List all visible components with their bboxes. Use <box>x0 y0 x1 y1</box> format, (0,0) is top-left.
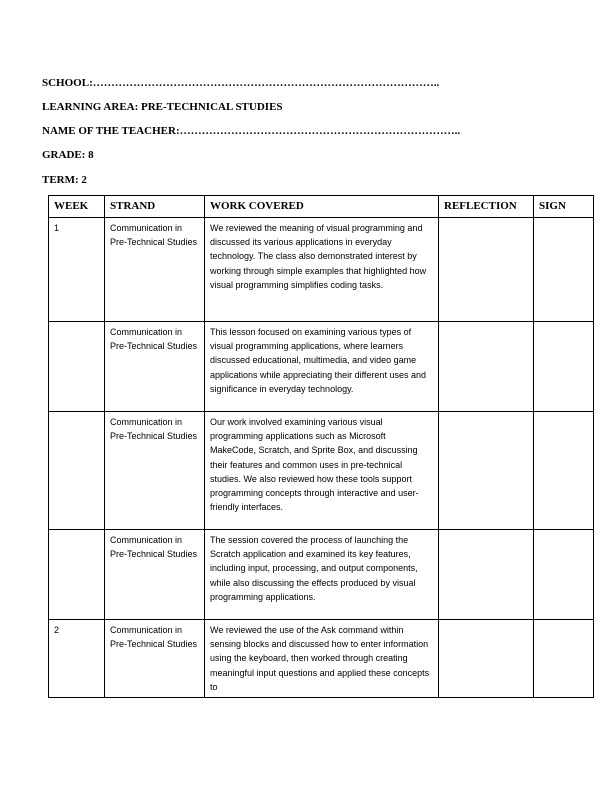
table-row <box>49 218 594 322</box>
week-cell <box>49 322 105 412</box>
table-row <box>49 530 594 620</box>
reflection-cell <box>439 322 534 412</box>
strand-column-header: STRAND <box>105 196 205 218</box>
work-covered-cell: The session covered the process of launching the Scratch application and examined its key features, including input, processing, and output components, while also discussing the effects produced by visual programming applications. <box>205 530 439 620</box>
reflection-column-header: REFLECTION <box>439 196 534 218</box>
work-covered-cell: We reviewed the meaning of visual programming and discussed its various applications in everyday technology. The class also demonstrated interest by working through simple examples that highlighted how visual programming simplifies coding tasks. <box>205 218 439 322</box>
week-cell <box>49 412 105 530</box>
week-cell <box>49 530 105 620</box>
week-column-header: WEEK <box>49 196 105 218</box>
work-covered-cell: We reviewed the use of the Ask command within sensing blocks and discussed how to enter information using the keyboard, then worked through creating meaningful input questions and applied these concepts to <box>205 620 439 698</box>
work-covered-column-header: WORK COVERED <box>205 196 439 218</box>
school-line: SCHOOL:………………………………………………………………………………….. <box>42 77 440 89</box>
week-cell: 1 <box>49 218 105 322</box>
sign-cell <box>534 412 594 530</box>
strand-cell: Communication in Pre-Technical Studies <box>105 218 205 322</box>
sign-cell <box>534 322 594 412</box>
sign-cell <box>534 620 594 698</box>
table-header-row <box>49 196 594 218</box>
week-cell: 2 <box>49 620 105 698</box>
term-line: TERM: 2 <box>42 174 87 186</box>
work-covered-cell: Our work involved examining various visual programming applications such as Microsoft MakeCode, Scratch, and Sprite Box, and discussing their features and common uses in pre-technical studies. We also reviewed how these tools support programming concepts through interactive and user-friendly interfaces. <box>205 412 439 530</box>
record-of-work-table <box>48 195 594 698</box>
sign-cell <box>534 530 594 620</box>
sign-column-header: SIGN <box>534 196 594 218</box>
strand-cell: Communication in Pre-Technical Studies <box>105 412 205 530</box>
strand-cell: Communication in Pre-Technical Studies <box>105 530 205 620</box>
table-row <box>49 412 594 530</box>
table-row <box>49 620 594 698</box>
table-row <box>49 322 594 412</box>
reflection-cell <box>439 620 534 698</box>
strand-cell: Communication in Pre-Technical Studies <box>105 620 205 698</box>
reflection-cell <box>439 530 534 620</box>
teacher-name-line: NAME OF THE TEACHER:………………………………………………………………….. <box>42 125 461 137</box>
reflection-cell <box>439 412 534 530</box>
reflection-cell <box>439 218 534 322</box>
strand-cell: Communication in Pre-Technical Studies <box>105 322 205 412</box>
sign-cell <box>534 218 594 322</box>
grade-line: GRADE: 8 <box>42 149 94 161</box>
work-covered-cell: This lesson focused on examining various types of visual programming applications, where learners discussed educational, multimedia, and video game applications while appreciating their different uses and significance in everyday technology. <box>205 322 439 412</box>
learning-area-line: LEARNING AREA: PRE-TECHNICAL STUDIES <box>42 101 283 113</box>
